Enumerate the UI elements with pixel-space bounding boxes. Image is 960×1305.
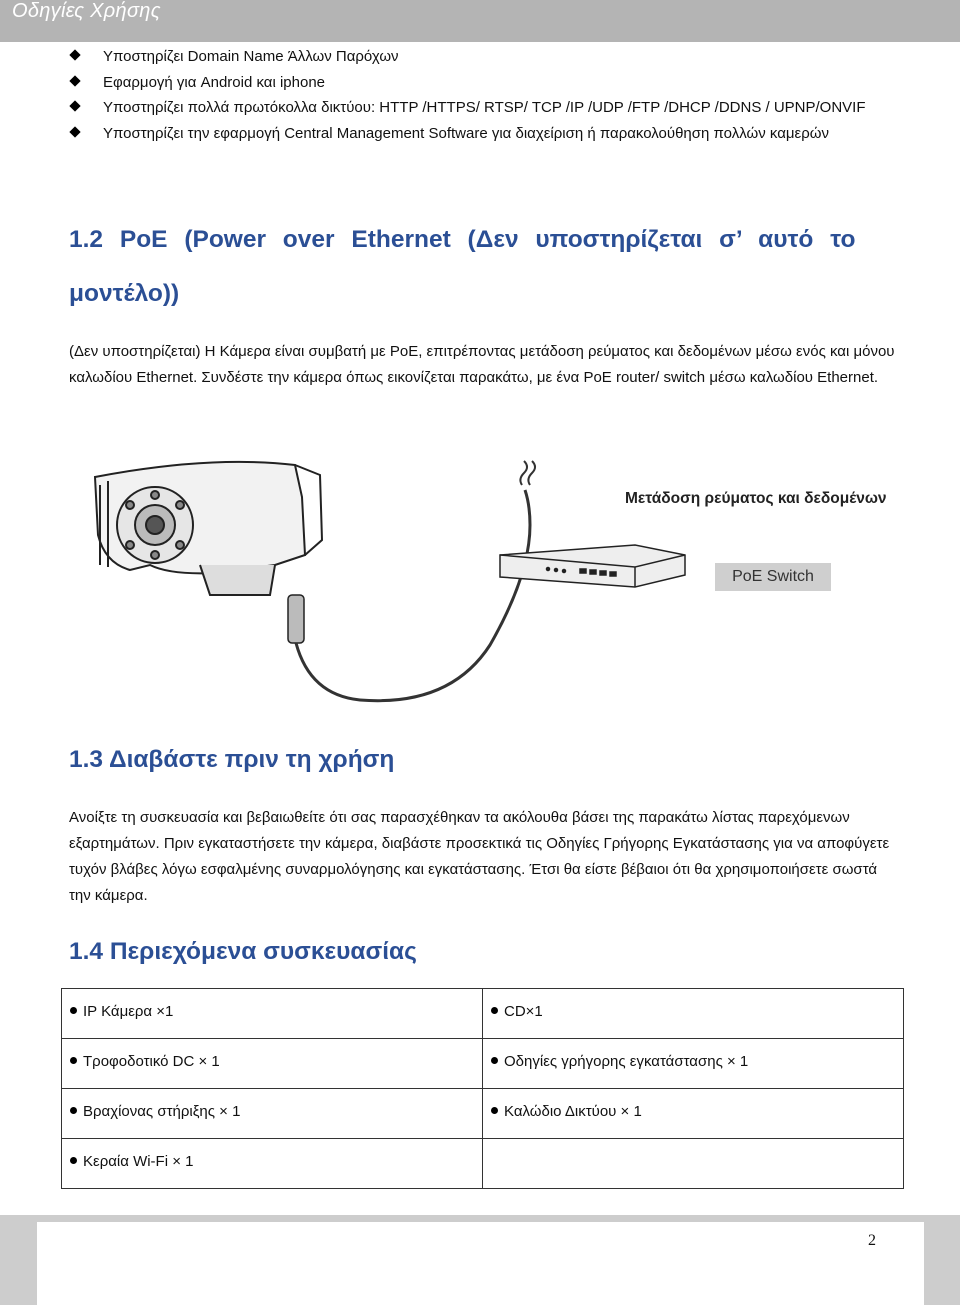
table-row <box>62 1039 904 1089</box>
read-before-use-heading: 1.3 Διαβάστε πριν τη χρήση <box>69 746 395 773</box>
table-cell: Βραχίονας στήριξης × 1 <box>62 1089 483 1139</box>
bullet-dot-icon <box>70 1007 77 1014</box>
diamond-bullet-icon <box>69 100 80 111</box>
feature-item: Υποστηρίζει Domain Name Άλλων Παρόχων <box>70 44 900 70</box>
table-cell: Οδηγίες γρήγορης εγκατάστασης × 1 <box>483 1039 904 1089</box>
table-row <box>62 1089 904 1139</box>
table-cell: Κεραία Wi-Fi × 1 <box>62 1139 483 1189</box>
bullet-dot-icon <box>491 1057 498 1064</box>
poe-paragraph: (Δεν υποστηρίζεται) Η Κάμερα είναι συμβατή με PoE, επιτρέποντας μετάδοση ρεύματος και δεδομένων μέσω ενός και μόνου καλωδίου Ethernet. Συνδέστε την κάμερα όπως εικονίζεται παρακάτω, με ένα PoE router/ switch μέσω καλωδίου Ethernet. <box>69 343 895 386</box>
table-cell: Καλώδιο Δικτύου × 1 <box>483 1089 904 1139</box>
poe-heading-line1: 1.2 PoE (Power over Ethernet (Δεν υποστηρίζεται σ’ αυτό το <box>69 226 856 253</box>
read-before-use-paragraph: Ανοίξτε τη συσκευασία και βεβαιωθείτε ότι σας παρασχέθηκαν τα ακόλουθα βάσει της παρακάτω λίστας παρεχόμενων εξαρτημάτων. Πριν εγκαταστήσετε την κάμερα, διαβάστε προσεκτικά τις Οδηγίες Γρήγορης Εγκατάστασης για να αποφύγετε τυχόν βλάβες λόγω εσφαλμένης συναρμολόγησης και εγκατάστασης. Έτσι θα είστε βέβαιοι ότι θα χρησιμοποιήσετε σωστά την κάμερα. <box>69 809 890 904</box>
table-cell: Τροφοδοτικό DC × 1 <box>62 1039 483 1089</box>
package-contents-table <box>61 988 904 1189</box>
footer-panel <box>37 1222 924 1305</box>
table-cell: IP Κάμερα ×1 <box>62 989 483 1039</box>
table-cell-empty <box>483 1139 904 1189</box>
figure-caption: Μετάδοση ρεύματος και δεδομένων <box>625 490 887 507</box>
ip-camera-icon <box>95 462 322 595</box>
page-number: 2 <box>868 1232 876 1249</box>
poe-switch-label: PoE Switch <box>715 563 831 591</box>
feature-item: Υποστηρίζει πολλά πρωτόκολλα δικτύου: HTTP /HTTPS/ RTSP/ TCP /IP /UDP /FTP /DHCP /DDNS / UPNP/ONVIF <box>70 95 900 121</box>
feature-list <box>70 44 900 146</box>
bullet-dot-icon <box>491 1107 498 1114</box>
table-cell: CD×1 <box>483 989 904 1039</box>
document-title: Οδηγίες Χρήσης <box>12 0 161 22</box>
feature-item: Υποστηρίζει την εφαρμογή Central Management Software για διαχείριση ή παρακολούθηση πολλών καμερών <box>70 121 900 147</box>
poe-heading-line2: μοντέλο)) <box>69 280 180 307</box>
ethernet-cable-icon <box>288 461 535 701</box>
diamond-bullet-icon <box>69 49 80 60</box>
bullet-dot-icon <box>491 1007 498 1014</box>
bullet-dot-icon <box>70 1157 77 1164</box>
feature-item: Εφαρμογή για Android και iphone <box>70 70 900 96</box>
table-row <box>62 1139 904 1189</box>
diamond-bullet-icon <box>69 126 80 137</box>
diamond-bullet-icon <box>69 75 80 86</box>
bullet-dot-icon <box>70 1107 77 1114</box>
bullet-dot-icon <box>70 1057 77 1064</box>
table-row <box>62 989 904 1039</box>
package-contents-heading: 1.4 Περιεχόμενα συσκευασίας <box>69 938 417 965</box>
